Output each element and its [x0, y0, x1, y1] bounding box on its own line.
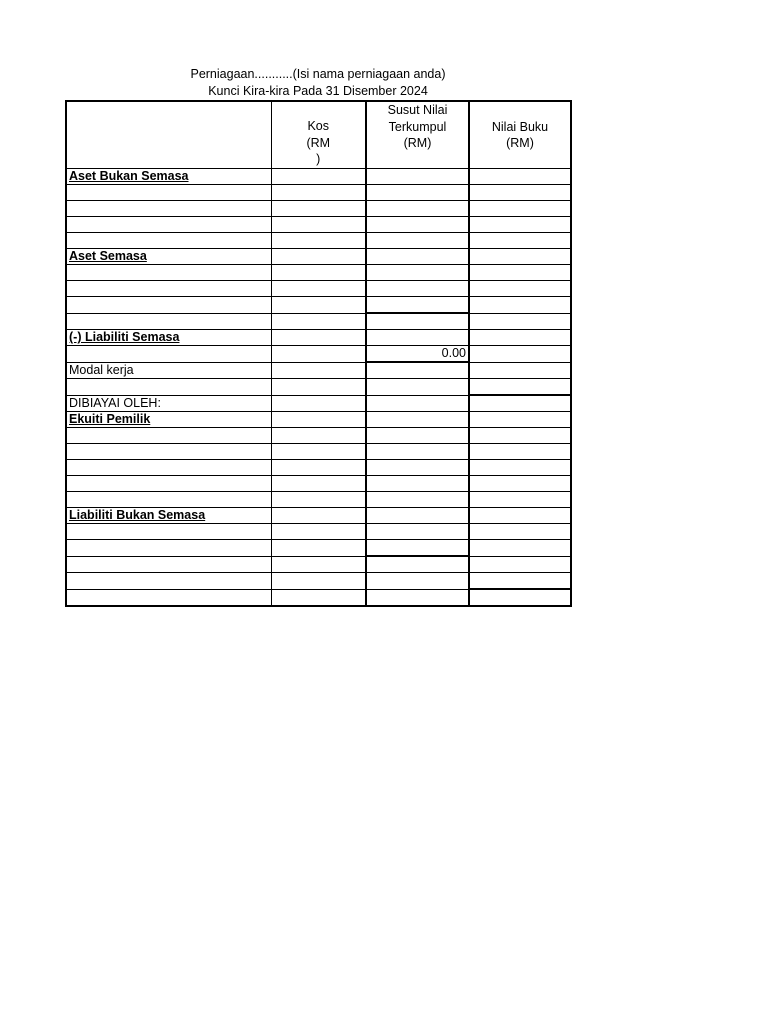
cell[interactable] [271, 185, 366, 201]
cell[interactable] [66, 460, 271, 476]
cell[interactable] [366, 281, 469, 297]
cell[interactable] [271, 217, 366, 233]
cell[interactable] [366, 412, 469, 428]
cell[interactable] [271, 412, 366, 428]
row-modal-kerja[interactable]: Modal kerja [66, 362, 271, 379]
cell[interactable] [366, 249, 469, 265]
table-row [66, 508, 571, 524]
cell[interactable] [469, 217, 571, 233]
cell[interactable] [271, 540, 366, 557]
cell[interactable] [66, 265, 271, 281]
cell[interactable] [469, 330, 571, 346]
cell[interactable] [469, 460, 571, 476]
cell[interactable] [469, 185, 571, 201]
sheet-title-business-name: Perniagaan...........(Isi nama perniagaan anda) [190, 67, 446, 81]
table-row [66, 492, 571, 508]
cell[interactable] [271, 573, 366, 590]
header-nilai-label: Nilai Buku (RM) [491, 119, 549, 150]
cell[interactable] [66, 540, 271, 557]
cell[interactable] [271, 524, 366, 540]
cell[interactable] [66, 573, 271, 590]
cell[interactable] [469, 265, 571, 281]
cell[interactable] [271, 265, 366, 281]
cell[interactable] [366, 444, 469, 460]
cell[interactable] [271, 169, 366, 185]
section-aset-semasa[interactable]: Aset Semasa [66, 249, 271, 265]
cell[interactable] [366, 556, 469, 573]
table-row [66, 556, 571, 573]
section-ekuiti-pemilik[interactable]: Ekuiti Pemilik [66, 412, 271, 428]
cell[interactable] [66, 233, 271, 249]
cell[interactable] [66, 379, 271, 396]
cell[interactable] [366, 540, 469, 557]
cell[interactable] [366, 297, 469, 314]
cell[interactable] [66, 524, 271, 540]
cell[interactable] [469, 589, 571, 606]
cell[interactable] [469, 249, 571, 265]
table-row [66, 330, 571, 346]
table-row [66, 185, 571, 201]
table-row [66, 573, 571, 590]
cell[interactable] [469, 556, 571, 573]
cell[interactable] [271, 281, 366, 297]
cell[interactable] [271, 249, 366, 265]
cell[interactable] [271, 395, 366, 412]
cell[interactable] [66, 556, 271, 573]
cell[interactable] [366, 379, 469, 396]
table-row [66, 540, 571, 557]
cell[interactable] [66, 589, 271, 606]
row-dibiayai-oleh[interactable]: DIBIAYAI OLEH: [66, 395, 271, 412]
table-row [66, 281, 571, 297]
cell[interactable] [469, 395, 571, 412]
cell[interactable] [66, 201, 271, 217]
table-row [66, 476, 571, 492]
cell[interactable] [469, 313, 571, 330]
sheet-title-balance-sheet-date: Kunci Kira-kira Pada 31 Disember 2024 [208, 84, 428, 98]
cell[interactable] [271, 330, 366, 346]
cell[interactable] [469, 524, 571, 540]
cell[interactable] [271, 233, 366, 249]
cell[interactable] [469, 428, 571, 444]
cell[interactable] [366, 362, 469, 379]
cell[interactable] [66, 444, 271, 460]
cell[interactable] [469, 362, 571, 379]
cell[interactable] [469, 573, 571, 590]
cell[interactable] [66, 313, 271, 330]
cell[interactable] [469, 508, 571, 524]
cell[interactable] [271, 492, 366, 508]
cell[interactable] [271, 379, 366, 396]
cell[interactable] [469, 346, 571, 363]
cell[interactable] [66, 297, 271, 314]
cell[interactable] [366, 508, 469, 524]
table-row [66, 524, 571, 540]
cell[interactable] [271, 460, 366, 476]
cell[interactable] [271, 589, 366, 606]
cell[interactable] [469, 201, 571, 217]
cell[interactable] [271, 508, 366, 524]
cell[interactable] [366, 589, 469, 606]
header-cell-blank[interactable] [66, 101, 271, 169]
susut-total-value[interactable]: 0.00 [366, 346, 469, 363]
cell[interactable] [271, 346, 366, 363]
cell[interactable] [366, 524, 469, 540]
cell[interactable] [469, 476, 571, 492]
table-row [66, 346, 571, 363]
cell[interactable] [66, 492, 271, 508]
cell[interactable] [271, 362, 366, 379]
table-row [66, 379, 571, 396]
cell[interactable] [271, 556, 366, 573]
cell[interactable] [271, 201, 366, 217]
table-row [66, 395, 571, 412]
cell[interactable] [366, 573, 469, 590]
cell[interactable] [271, 313, 366, 330]
cell[interactable] [366, 492, 469, 508]
cell[interactable] [66, 428, 271, 444]
cell[interactable] [66, 346, 271, 363]
cell[interactable] [271, 476, 366, 492]
cell[interactable] [469, 412, 571, 428]
cell[interactable] [366, 265, 469, 281]
cell[interactable] [366, 185, 469, 201]
table-row [66, 412, 571, 428]
cell[interactable] [271, 444, 366, 460]
table-row [66, 233, 571, 249]
table-row [66, 265, 571, 281]
table-row [66, 362, 571, 379]
cell[interactable] [366, 313, 469, 330]
header-cell-kos[interactable] [271, 101, 366, 169]
cell[interactable] [366, 201, 469, 217]
header-cell-susut[interactable] [366, 101, 469, 169]
cell[interactable] [366, 217, 469, 233]
header-cell-nilai[interactable] [469, 101, 571, 169]
table-row [66, 428, 571, 444]
table-row [66, 589, 571, 606]
balance-sheet-table [65, 100, 572, 607]
table-row [66, 249, 571, 265]
cell[interactable] [366, 233, 469, 249]
header-kos-label: Kos (RM ) [306, 119, 331, 166]
cell[interactable] [366, 169, 469, 185]
cell[interactable] [366, 395, 469, 412]
section-liabiliti-bukan-semasa[interactable]: Liabiliti Bukan Semasa [66, 508, 271, 524]
cell[interactable] [469, 492, 571, 508]
cell[interactable] [366, 476, 469, 492]
cell[interactable] [469, 281, 571, 297]
cell[interactable] [66, 476, 271, 492]
cell[interactable] [66, 185, 271, 201]
cell[interactable] [66, 217, 271, 233]
cell[interactable] [469, 169, 571, 185]
cell[interactable] [366, 330, 469, 346]
table-row [66, 313, 571, 330]
table-row [66, 297, 571, 314]
table-row [66, 201, 571, 217]
cell[interactable] [66, 281, 271, 297]
cell[interactable] [366, 428, 469, 444]
section-aset-bukan-semasa[interactable]: Aset Bukan Semasa [66, 169, 271, 185]
cell[interactable] [469, 540, 571, 557]
cell[interactable] [366, 460, 469, 476]
cell[interactable] [469, 379, 571, 396]
table-row [66, 460, 571, 476]
cell[interactable] [469, 233, 571, 249]
table-row [66, 217, 571, 233]
section-liabiliti-semasa[interactable]: (-) Liabiliti Semasa [66, 330, 271, 346]
cell[interactable] [271, 428, 366, 444]
cell[interactable] [469, 297, 571, 314]
cell[interactable] [469, 444, 571, 460]
cell[interactable] [271, 297, 366, 314]
header-susut-label: Susut Nilai Terkumpul (RM) [387, 103, 448, 150]
table-row [66, 169, 571, 185]
table-row [66, 444, 571, 460]
table-header-row [66, 101, 571, 169]
